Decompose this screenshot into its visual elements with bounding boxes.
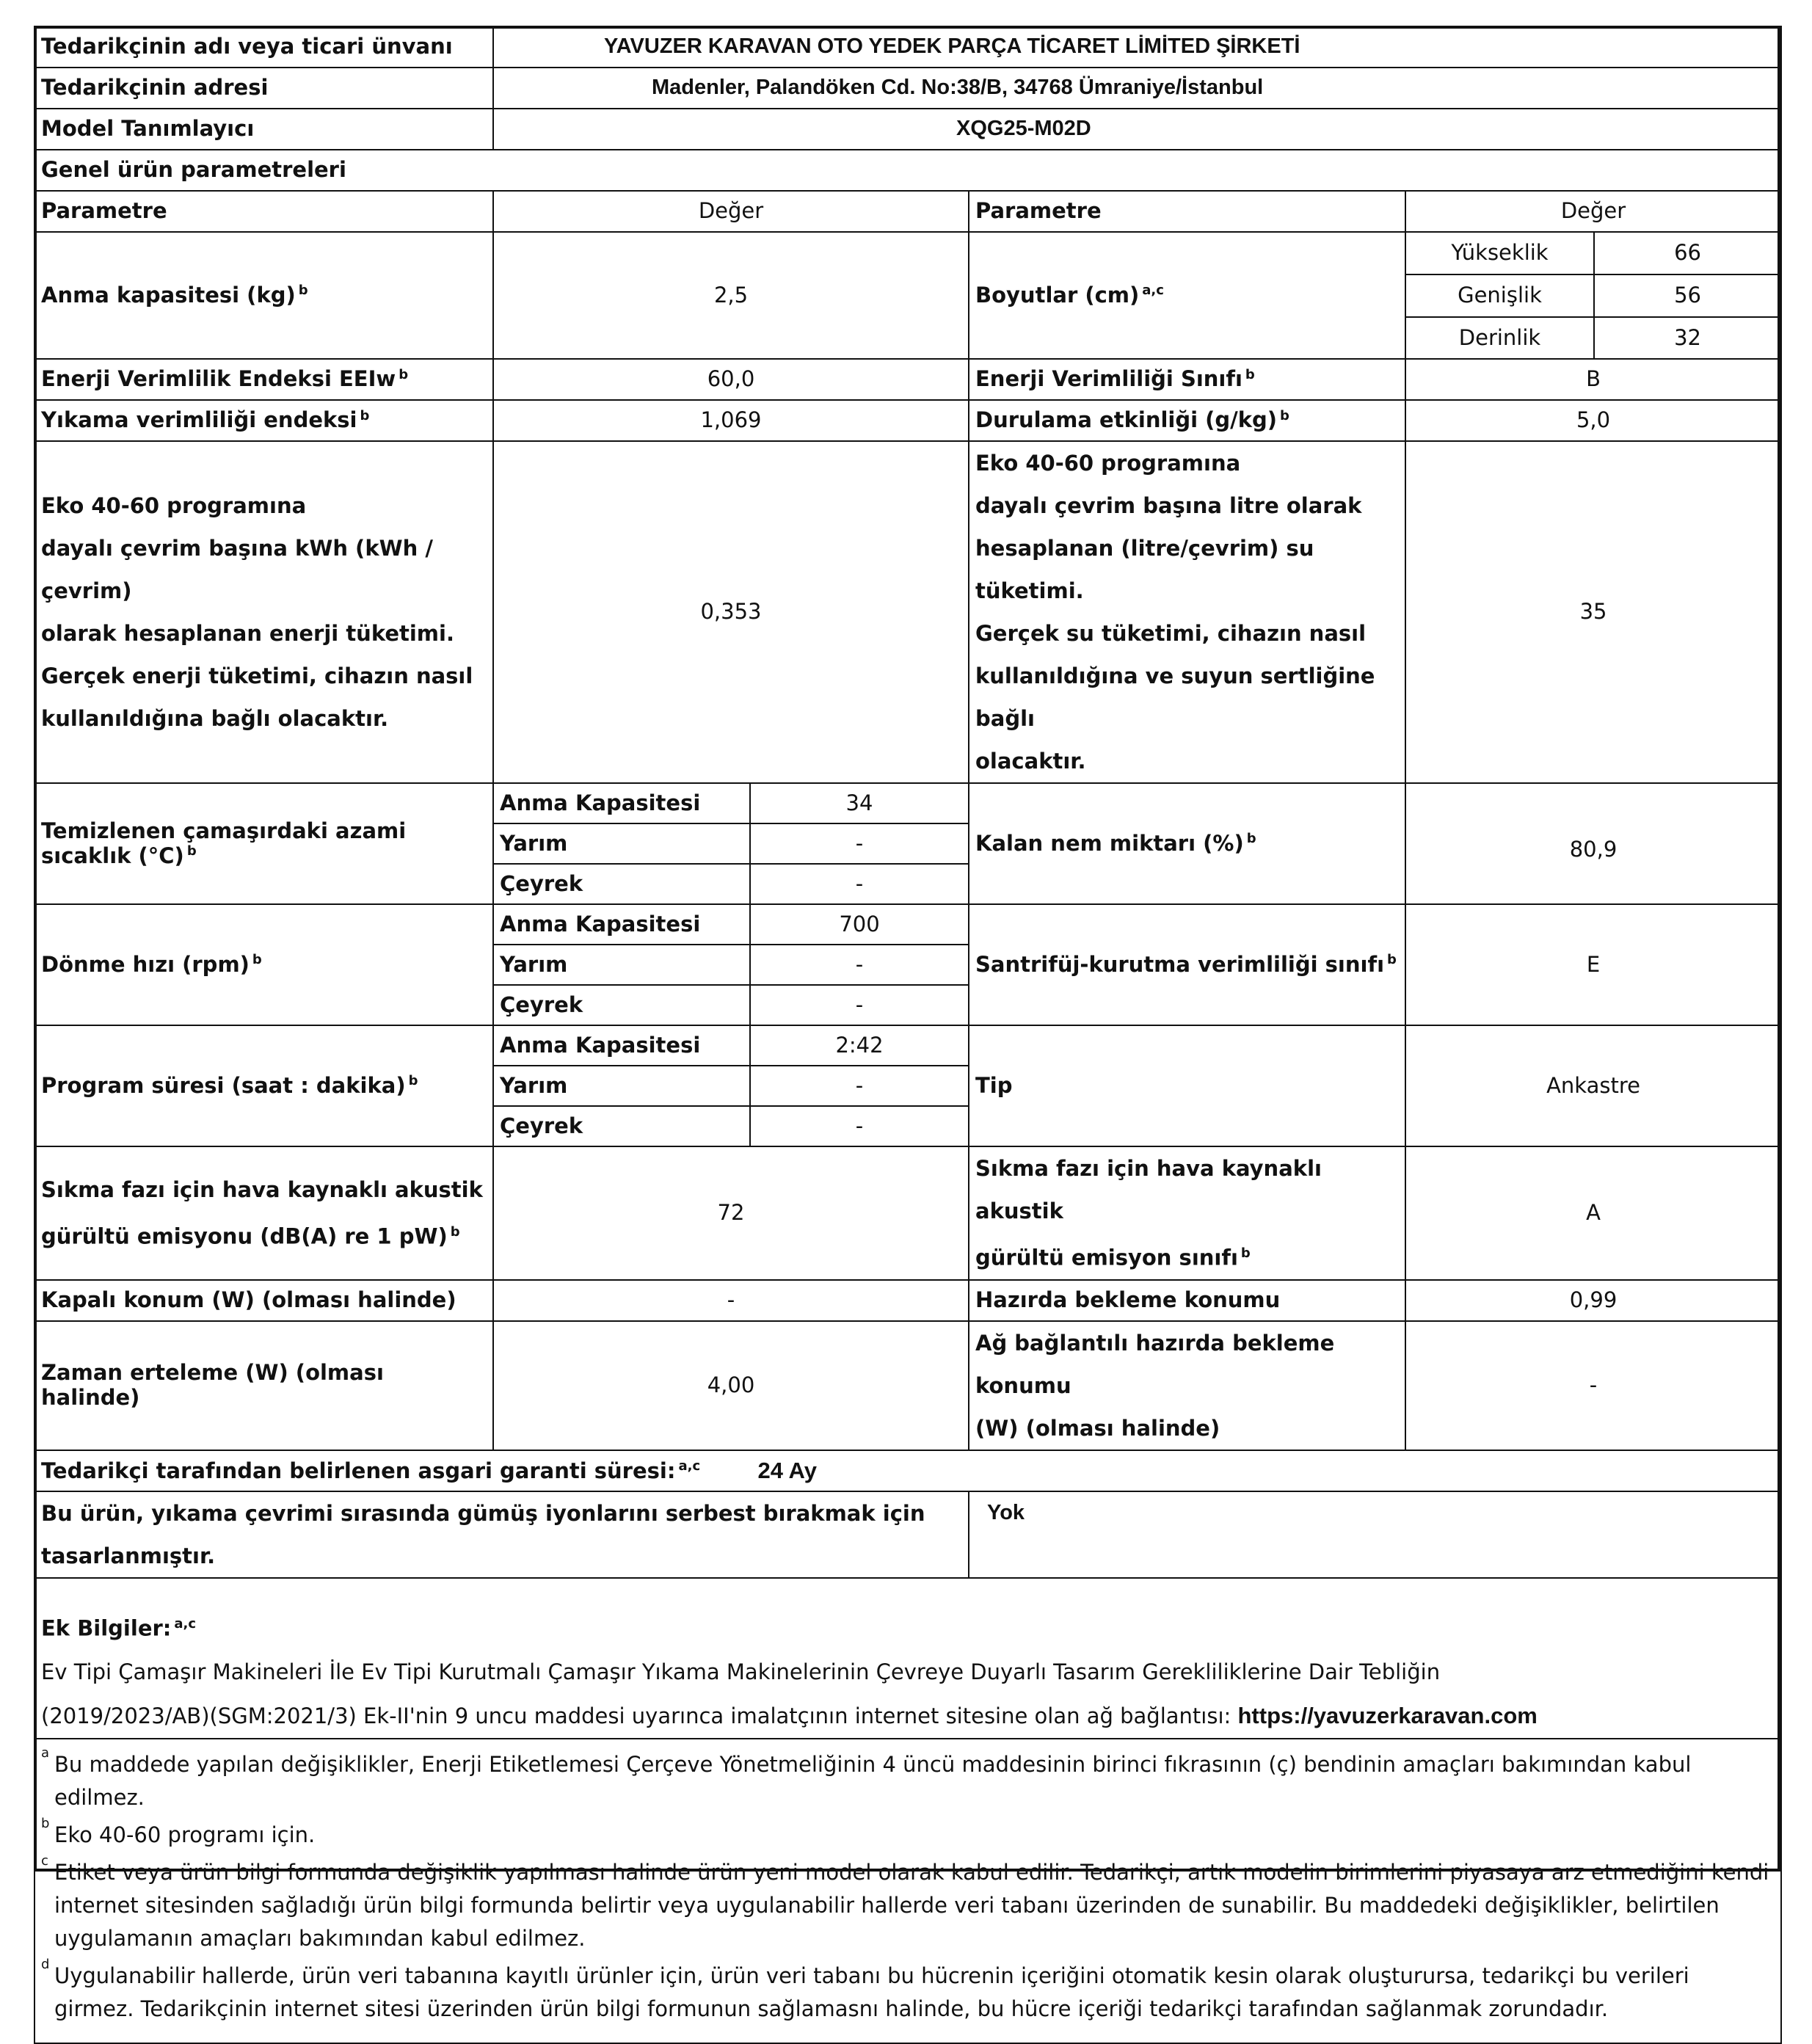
off-mode-value: - bbox=[493, 1280, 969, 1321]
param-header-right: Parametre bbox=[969, 191, 1405, 232]
spin-speed-label: Dönme hızı (rpm) $^b$ bbox=[34, 904, 493, 1025]
silver-ions-value: Yok bbox=[969, 1491, 1781, 1578]
dim-width-value: 56 bbox=[1594, 274, 1781, 317]
capacity-label: Anma kapasitesi (kg) $^b$ bbox=[34, 232, 493, 359]
dimensions-label: Boyutlar (cm) $^{a,c}$ bbox=[969, 232, 1405, 359]
program-duration-label: Program süresi (saat : dakika) $^b$ bbox=[34, 1025, 493, 1146]
spin-rated-value: 700 bbox=[750, 904, 969, 945]
value-header-right: Değer bbox=[1405, 191, 1781, 232]
dim-height-value: 66 bbox=[1594, 232, 1781, 274]
spin-quarter-label: Çeyrek bbox=[493, 985, 750, 1025]
spin-half-label: Yarım bbox=[493, 945, 750, 985]
footnote-c: c Etiket veya ürün bilgi formunda değişiklik yapılması halinde ürün yeni model olarak kabul edilir. Tedarikçi, artık modelin birimlerini piyasaya arz etmediğini kendi internet sitesinden sağladığı ürün bilgi formunda belirtir veya uygulanabilir hallerde veri tabanı üzerinden de sunabilir. Bu maddedeki değişiklikler, belirtilen uygulamanın amaçları bakımından kabul edilmez. bbox=[41, 1853, 1769, 1952]
dim-depth-value: 32 bbox=[1594, 317, 1781, 359]
warranty-label: Tedarikçi tarafından belirlenen asgari garanti süresi: bbox=[41, 1458, 676, 1483]
moisture-label: Kalan nem miktarı (%) $^b$ bbox=[969, 783, 1405, 904]
product-info-table bbox=[34, 26, 1782, 2044]
spin-quarter-value: - bbox=[750, 985, 969, 1025]
dim-depth-label: Derinlik bbox=[1405, 317, 1594, 359]
supplier-name-value: YAVUZER KARAVAN OTO YEDEK PARÇA TİCARET LİMİTED ŞİRKETİ bbox=[493, 26, 1781, 68]
prog-rated-label: Anma Kapasitesi bbox=[493, 1025, 750, 1066]
value-header-left: Değer bbox=[493, 191, 969, 232]
spin-class-value: E bbox=[1405, 904, 1781, 1025]
noise-emission-value: 72 bbox=[493, 1146, 969, 1280]
general-params-heading: Genel ürün parametreleri bbox=[34, 150, 1781, 191]
prog-rated-value: 2:42 bbox=[750, 1025, 969, 1066]
moisture-value: 80,9 bbox=[1405, 783, 1781, 904]
prog-quarter-value: - bbox=[750, 1106, 969, 1146]
eei-label: Enerji Verimlilik Endeksi EEIw $^b$ bbox=[34, 359, 493, 400]
footnote-d: d Uygulanabilir hallerde, ürün veri tabanına kayıtlı ürünler için, ürün veri tabanı bu hücrenin içeriğini otomatik kesin olarak oluşturursa, tedarikçi bu verileri girmez. Tedarikçinin internet sitesi üzerinden ürün bilgi formunun sağlamasnı halinde, bu hücre içeriği tedarikçi tarafından sağlanmak zorundadır. bbox=[41, 1957, 1689, 2022]
param-header-left: Parametre bbox=[34, 191, 493, 232]
temp-quarter-label: Çeyrek bbox=[493, 864, 750, 904]
prog-half-value: - bbox=[750, 1066, 969, 1106]
rinse-label: Durulama etkinliği (g/kg) $^b$ bbox=[969, 400, 1405, 441]
standby-label: Hazırda bekleme konumu bbox=[969, 1280, 1405, 1321]
dim-height-label: Yükseklik bbox=[1405, 232, 1594, 274]
model-label: Model Tanımlayıcı bbox=[34, 109, 493, 150]
supplier-website-link[interactable]: https://yavuzerkaravan.com bbox=[1237, 1703, 1538, 1729]
temp-half-value: - bbox=[750, 823, 969, 864]
noise-class-value: A bbox=[1405, 1146, 1781, 1280]
temp-rated-value: 34 bbox=[750, 783, 969, 823]
supplier-name-label: Tedarikçinin adı veya ticari ünvanı bbox=[34, 26, 493, 68]
warranty-row: Tedarikçi tarafından belirlenen asgari garanti süresi: $^{a,c}$ 24 Ay bbox=[34, 1450, 1781, 1491]
footnotes-block bbox=[34, 1739, 1781, 2043]
standby-value: 0,99 bbox=[1405, 1280, 1781, 1321]
silver-ions-label: Bu ürün, yıkama çevrimi sırasında gümüş iyonlarını serbest bırakmak için tasarlanmıştır. bbox=[34, 1491, 969, 1578]
wash-index-label: Yıkama verimliliği endeksi $^b$ bbox=[34, 400, 493, 441]
supplier-address-label: Tedarikçinin adresi bbox=[34, 68, 493, 109]
spin-rated-label: Anma Kapasitesi bbox=[493, 904, 750, 945]
energy-consumption-value: 0,353 bbox=[493, 441, 969, 783]
extra-info-line2: (2019/2023/AB)(SGM:2021/3) Ek-II'nin 9 uncu maddesi uyarınca imalatçının internet sitesine olan ağ bağlantısı: bbox=[41, 1703, 1231, 1729]
model-value: XQG25-M02D bbox=[493, 109, 1781, 150]
extra-info-block: Ek Bilgiler: $^{a,c}$ Ev Tipi Çamaşır Makineleri İle Ev Tipi Kurutmalı Çamaşır Yıkama Makinelerinin Çevreye Duyarlı Tasarım Gerekliliklerine Dair Tebliğin (2019/2023/AB)(SGM:2021/3) Ek-II'nin 9 uncu maddesi uyarınca imalatçının internet sitesine olan ağ bağlantısı: https://yavuzerkaravan.com bbox=[34, 1578, 1781, 1739]
network-standby-label: Ağ bağlantılı hazırda bekleme konumu (W) (olması halinde) bbox=[969, 1321, 1405, 1450]
temp-rated-label: Anma Kapasitesi bbox=[493, 783, 750, 823]
capacity-value: 2,5 bbox=[493, 232, 969, 359]
spin-half-value: - bbox=[750, 945, 969, 985]
delay-start-value: 4,00 bbox=[493, 1321, 969, 1450]
footnote-b: b Eko 40-60 programı için. bbox=[41, 1816, 316, 1848]
water-consumption-label: Eko 40-60 programına dayalı çevrim başına litre olarak hesaplanan (litre/çevrim) su tüketimi. Gerçek su tüketimi, cihazın nasıl kullanıldığına ve suyun sertliğine bağlı olacaktır. bbox=[969, 441, 1405, 783]
spin-class-label: Santrifüj-kurutma verimliliği sınıfı $^b$ bbox=[969, 904, 1405, 1025]
eei-value: 60,0 bbox=[493, 359, 969, 400]
energy-class-value: B bbox=[1405, 359, 1781, 400]
dim-width-label: Genişlik bbox=[1405, 274, 1594, 317]
network-standby-value: - bbox=[1405, 1321, 1781, 1450]
wash-index-value: 1,069 bbox=[493, 400, 969, 441]
delay-start-label: Zaman erteleme (W) (olması halinde) bbox=[34, 1321, 493, 1450]
water-consumption-value: 35 bbox=[1405, 441, 1781, 783]
noise-emission-label: Sıkma fazı için hava kaynaklı akustik gürültü emisyonu (dB(A) re 1 pW) $^b$ bbox=[34, 1146, 493, 1280]
prog-half-label: Yarım bbox=[493, 1066, 750, 1106]
prog-quarter-label: Çeyrek bbox=[493, 1106, 750, 1146]
type-value: Ankastre bbox=[1405, 1025, 1781, 1146]
energy-consumption-label: Eko 40-60 programına dayalı çevrim başına kWh (kWh / çevrim) olarak hesaplanan enerji tüketimi. Gerçek enerji tüketimi, cihazın nasıl kullanıldığına bağlı olacaktır. bbox=[34, 441, 493, 783]
supplier-address-value: Madenler, Palandöken Cd. No:38/B, 34768 Ümraniye/İstanbul bbox=[493, 68, 1781, 109]
noise-class-label: Sıkma fazı için hava kaynaklı akustik gürültü emisyon sınıfı $^b$ bbox=[969, 1146, 1405, 1280]
max-temp-label: Temizlenen çamaşırdaki azami sıcaklık (°C) $^b$ bbox=[34, 783, 493, 904]
type-label: Tip bbox=[969, 1025, 1405, 1146]
rinse-value: 5,0 bbox=[1405, 400, 1781, 441]
footnote-a: a Bu maddede yapılan değişiklikler, Enerji Etiketlemesi Çerçeve Yönetmeliğinin 4 üncü maddesinin birinci fıkrasının (ç) bendinin amaçları bakımından kabul edilmez. bbox=[41, 1745, 1692, 1811]
extra-info-line1: Ev Tipi Çamaşır Makineleri İle Ev Tipi Kurutmalı Çamaşır Yıkama Makinelerinin Çevreye Duyarlı Tasarım Gerekliliklerine Dair Tebliğin bbox=[41, 1659, 1441, 1685]
temp-quarter-value: - bbox=[750, 864, 969, 904]
temp-half-label: Yarım bbox=[493, 823, 750, 864]
energy-class-label: Enerji Verimliliği Sınıfı $^b$ bbox=[969, 359, 1405, 400]
off-mode-label: Kapalı konum (W) (olması halinde) bbox=[34, 1280, 493, 1321]
warranty-value: 24 Ay bbox=[757, 1457, 817, 1483]
extra-info-label: Ek Bilgiler: bbox=[41, 1615, 172, 1641]
